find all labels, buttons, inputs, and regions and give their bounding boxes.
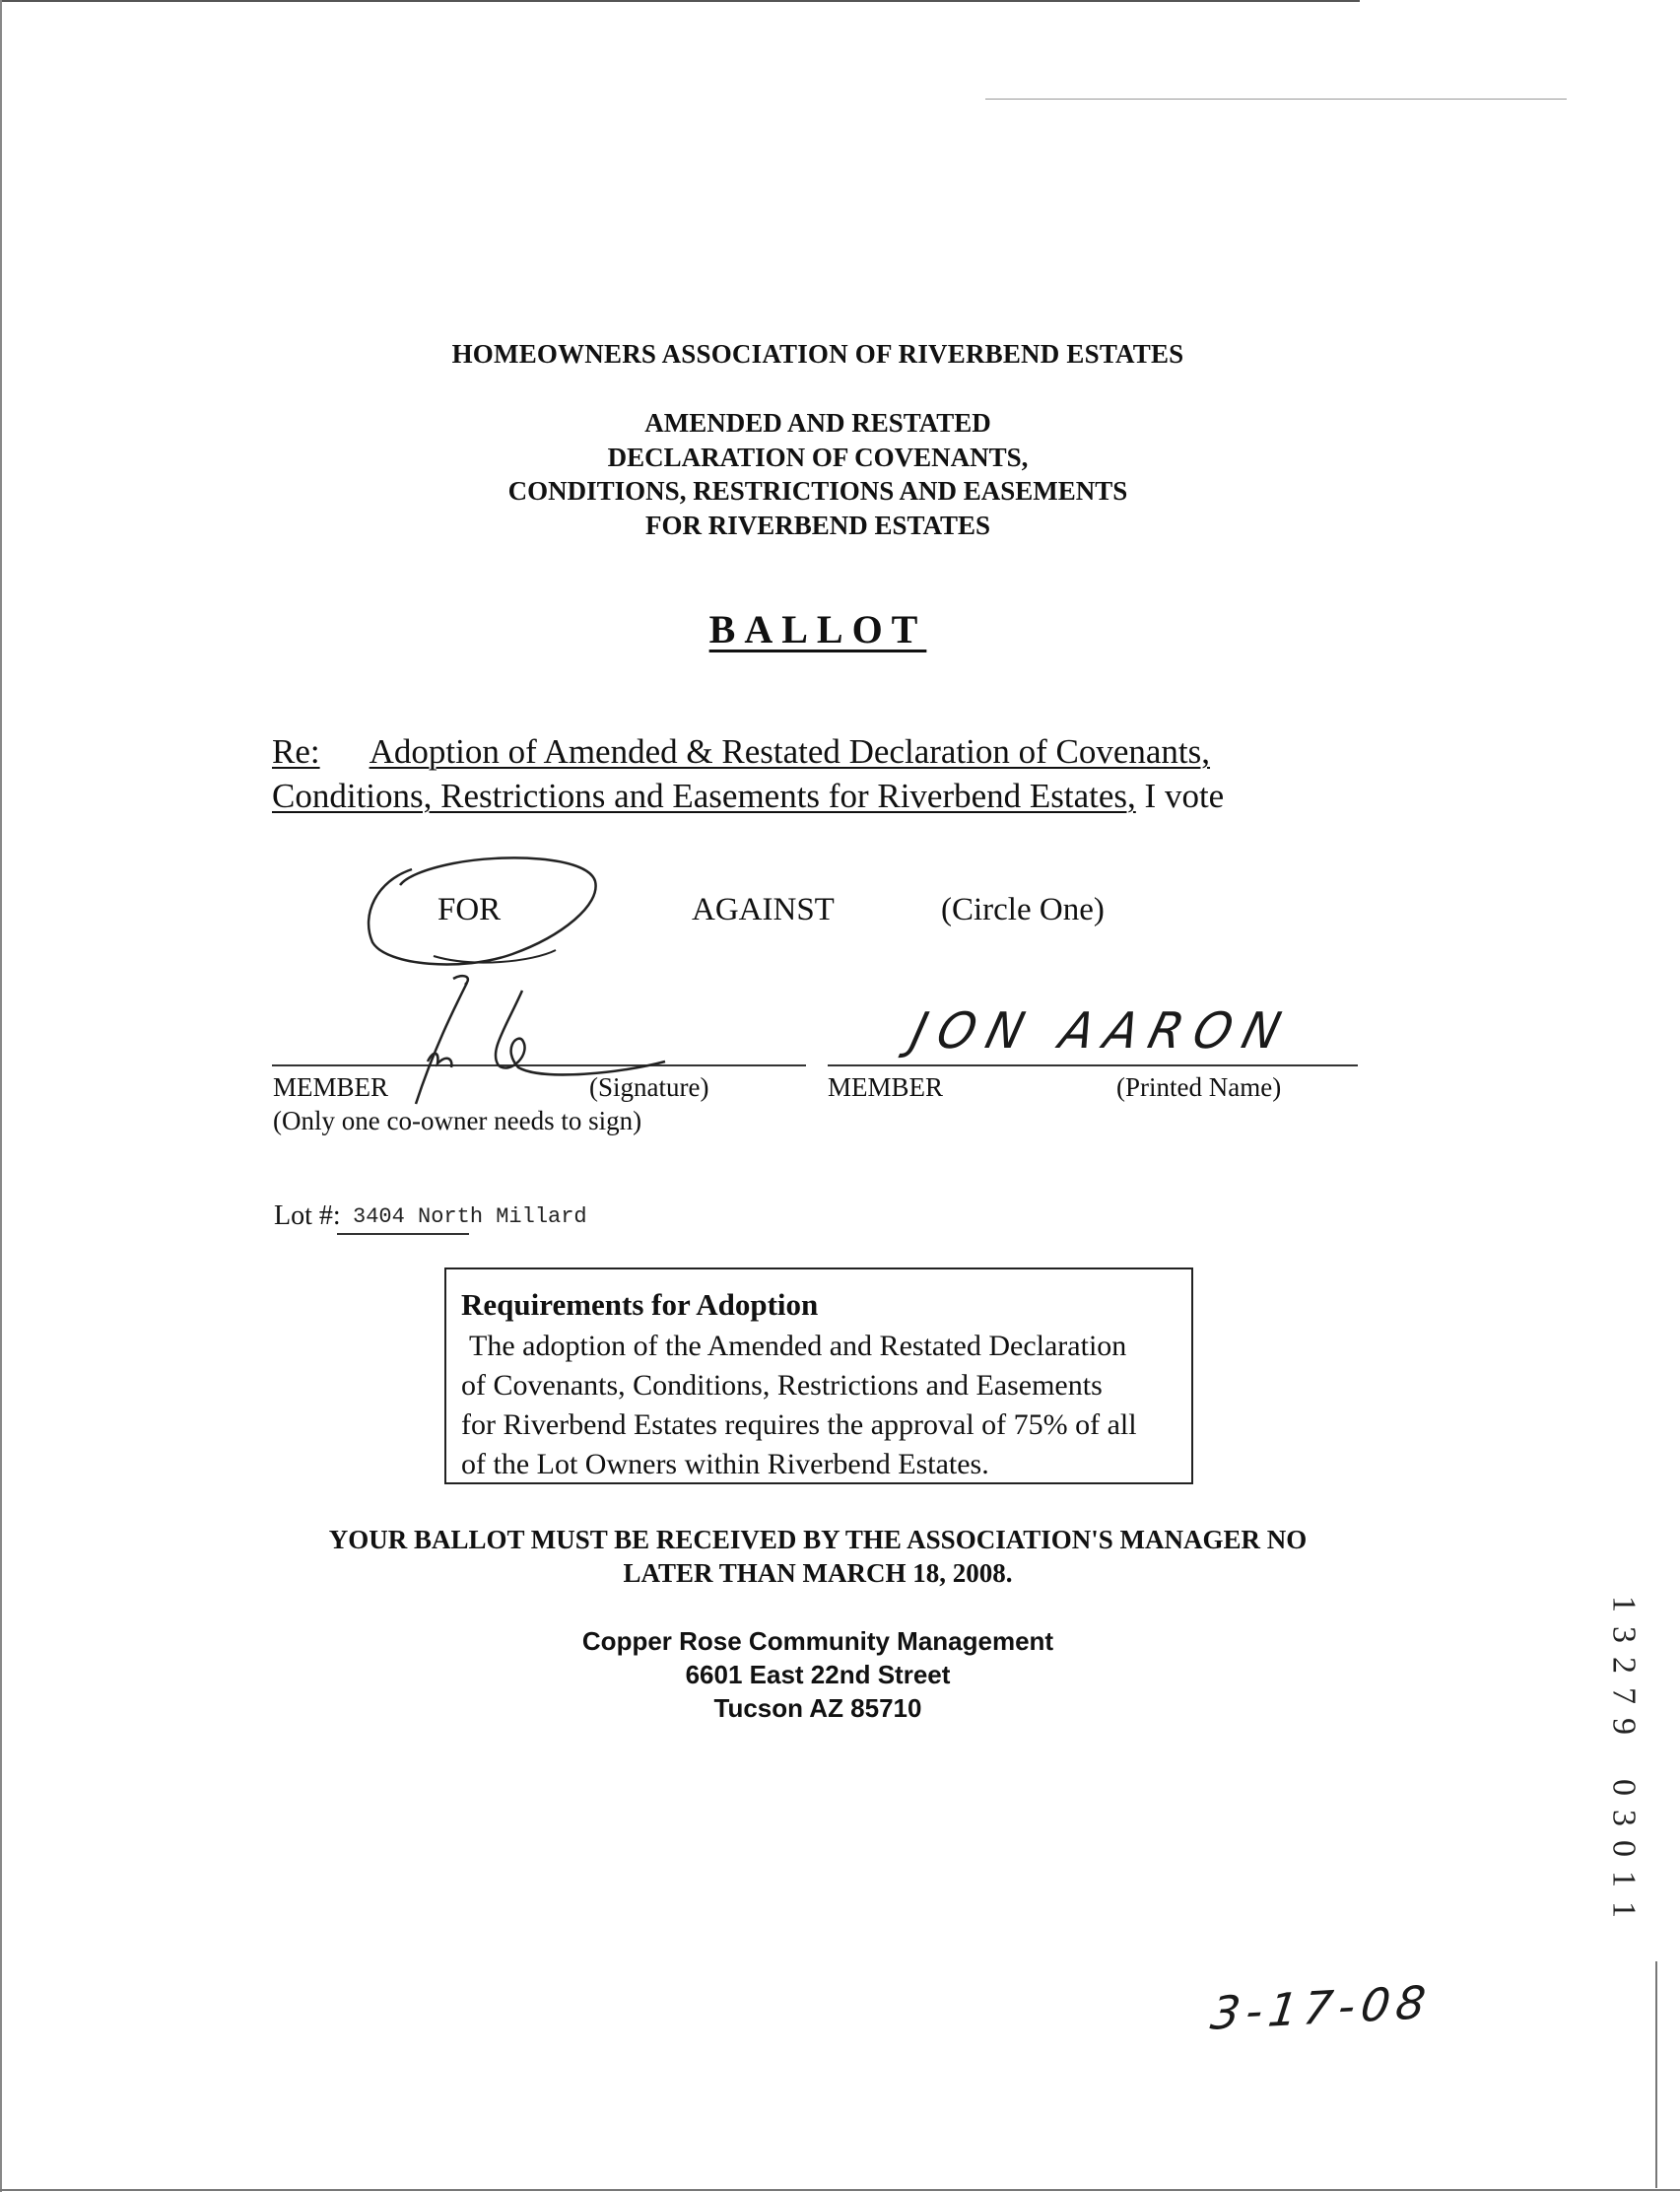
side-document-number: 1 3 2 7 9 0 3 0 1 1 bbox=[1605, 1596, 1643, 1918]
printed-name-line bbox=[828, 1064, 1358, 1066]
manager-name: Copper Rose Community Management bbox=[581, 1626, 1054, 1656]
manager-street: 6601 East 22nd Street bbox=[685, 1660, 951, 1689]
association-name: HOMEOWNERS ASSOCIATION OF RIVERBEND ESTATES bbox=[451, 339, 1184, 369]
re-text-1: Adoption of Amended & Restated Declaration of Covenants, bbox=[369, 732, 1211, 771]
lot-underline bbox=[337, 1233, 469, 1235]
scan-top-border bbox=[0, 0, 1360, 2]
lot-label: Lot #: bbox=[274, 1200, 341, 1231]
manager-city: Tucson AZ 85710 bbox=[713, 1693, 922, 1723]
requirements-line: of the Lot Owners within Riverbend Estates. bbox=[461, 1448, 989, 1480]
printed-name-handwritten: JON AARON bbox=[905, 1001, 1299, 1061]
document-title bbox=[0, 406, 1636, 542]
scan-bottom-border bbox=[0, 2189, 1680, 2191]
printed-member-label: MEMBER bbox=[828, 1072, 944, 1102]
re-line-2 bbox=[272, 775, 1376, 818]
title-line: FOR RIVERBEND ESTATES bbox=[644, 510, 991, 540]
title-line: CONDITIONS, RESTRICTIONS AND EASEMENTS bbox=[507, 476, 1128, 506]
requirements-line: for Riverbend Estates requires the approval of 75% of all bbox=[461, 1408, 1137, 1441]
requirements-line: of Covenants, Conditions, Restrictions and Easements bbox=[461, 1369, 1103, 1402]
vote-instruction: (Circle One) bbox=[941, 892, 1105, 927]
deadline-notice bbox=[0, 1523, 1636, 1590]
manager-address bbox=[0, 1624, 1636, 1725]
ballot-heading bbox=[0, 606, 1636, 652]
vote-against[interactable]: AGAINST bbox=[692, 892, 835, 927]
handwritten-date: 3-17-08 bbox=[1207, 1975, 1435, 2040]
re-prefix: Re: bbox=[272, 732, 320, 771]
requirements-body bbox=[461, 1327, 1179, 1484]
member-label: MEMBER bbox=[273, 1072, 389, 1102]
title-line: AMENDED AND RESTATED bbox=[644, 408, 991, 438]
re-suffix: I vote bbox=[1144, 777, 1225, 815]
member-signature bbox=[394, 971, 680, 1129]
lot-value[interactable]: 3404 North Millard bbox=[353, 1204, 587, 1229]
requirements-title: Requirements for Adoption bbox=[461, 1287, 819, 1322]
re-line-1 bbox=[272, 730, 1376, 774]
deadline-line: YOUR BALLOT MUST BE RECEIVED BY THE ASSOCIATION'S MANAGER NO bbox=[328, 1525, 1308, 1554]
re-text-2: Conditions, Restrictions and Easements for Riverbend Estates, bbox=[272, 777, 1136, 815]
scan-right-bottom-line bbox=[1655, 1961, 1657, 2188]
ballot-heading-text: BALLOT bbox=[708, 607, 927, 651]
signature-label: (Signature) bbox=[589, 1072, 709, 1102]
title-line: DECLARATION OF COVENANTS, bbox=[607, 442, 1029, 472]
printed-name-label: (Printed Name) bbox=[1116, 1072, 1282, 1102]
requirements-line: The adoption of the Amended and Restated Declaration bbox=[469, 1330, 1127, 1362]
vote-for[interactable]: FOR bbox=[437, 892, 502, 927]
scan-top-dash bbox=[985, 99, 1567, 100]
requirements-box bbox=[444, 1267, 1193, 1484]
vote-circle-mark bbox=[355, 856, 611, 984]
deadline-line: LATER THAN MARCH 18, 2008. bbox=[623, 1558, 1013, 1588]
co-owner-note: (Only one co-owner needs to sign) bbox=[273, 1106, 642, 1135]
scan-left-border bbox=[0, 0, 2, 2192]
